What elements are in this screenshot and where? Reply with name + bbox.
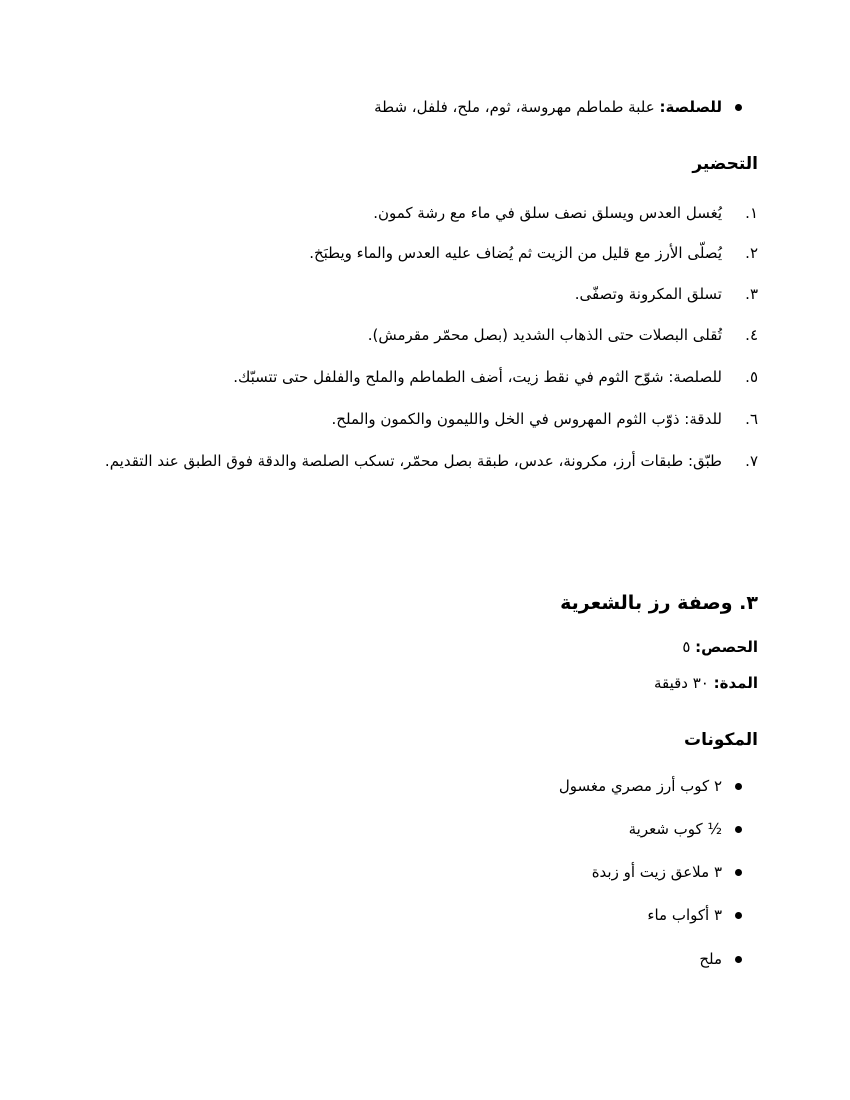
ingredients-heading: المكونات: [683, 730, 758, 750]
duration-line: [128, 672, 758, 694]
sauce-text: علبة طماطم مهروسة، ثوم، ملح، فلفل، شطة: [374, 98, 655, 116]
ingredient-text: ٣ أكواب ماء: [647, 906, 722, 924]
bullet-icon: [735, 783, 742, 790]
bullet-icon: [735, 956, 742, 963]
bullet-icon: [735, 104, 742, 111]
bullet-icon: [735, 869, 742, 876]
recipe-title: ٣. وصفة رز بالشعرية: [560, 592, 758, 614]
servings-label: الحصص:: [695, 638, 758, 656]
preparation-step: [128, 238, 758, 268]
step-number: ٣.: [745, 285, 758, 303]
step-number: ١.: [745, 204, 758, 222]
preparation-step: [128, 362, 758, 392]
bullet-icon: [735, 826, 742, 833]
ingredient-text: ملح: [699, 950, 722, 968]
ingredient-text: ½ كوب شعرية: [628, 820, 722, 838]
step-number: ٧.: [745, 452, 758, 470]
preparation-step: [128, 198, 758, 228]
ingredient-item: [128, 818, 758, 840]
step-text: يُصلّى الأرز مع قليل من الزيت ثم يُضاف عليه العدس والماء ويطبَخ.: [309, 244, 722, 262]
step-number: ٢.: [745, 244, 758, 262]
step-text: للدقة: ذوّب الثوم المهروس في الخل والليمون والكمون والملح.: [331, 410, 722, 428]
ingredient-item: [128, 775, 758, 797]
ingredient-item: [128, 904, 758, 926]
servings-line: [128, 636, 758, 658]
preparation-step: [68, 446, 758, 476]
servings-value: ٥: [682, 638, 691, 656]
step-number: ٤.: [745, 326, 758, 344]
bullet-icon: [735, 912, 742, 919]
step-text: تسلق المكرونة وتصفّى.: [574, 285, 722, 303]
preparation-step: [128, 320, 758, 350]
preparation-heading: التحضير: [692, 154, 758, 174]
duration-value: ٣٠ دقيقة: [653, 674, 709, 692]
step-text: للصلصة: شوّح الثوم في نقط زيت، أضف الطماطم والملح والفلفل حتى تتسبّك.: [233, 368, 722, 386]
step-number: ٦.: [745, 410, 758, 428]
preparation-step: [128, 279, 758, 309]
step-number: ٥.: [745, 368, 758, 386]
ingredient-item: [128, 948, 758, 970]
preparation-step: [128, 404, 758, 434]
ingredient-text: ٣ ملاعق زيت أو زبدة: [591, 863, 722, 881]
sauce-ingredients-item: [128, 96, 758, 118]
ingredient-item: [128, 861, 758, 883]
ingredient-text: ٢ كوب أرز مصري مغسول: [558, 777, 722, 795]
sauce-label: للصلصة:: [659, 98, 722, 116]
step-text: تُقلى البصلات حتى الذهاب الشديد (بصل محمّر مقرمش).: [367, 326, 722, 344]
duration-label: المدة:: [713, 674, 758, 692]
step-text: طبّق: طبقات أرز، مكرونة، عدس، طبقة بصل محمّر، تسكب الصلصة والدقة فوق الطبق عند التقديم.: [104, 452, 722, 470]
step-text: يُغسل العدس ويسلق نصف سلق في ماء مع رشة كمون.: [373, 204, 722, 222]
